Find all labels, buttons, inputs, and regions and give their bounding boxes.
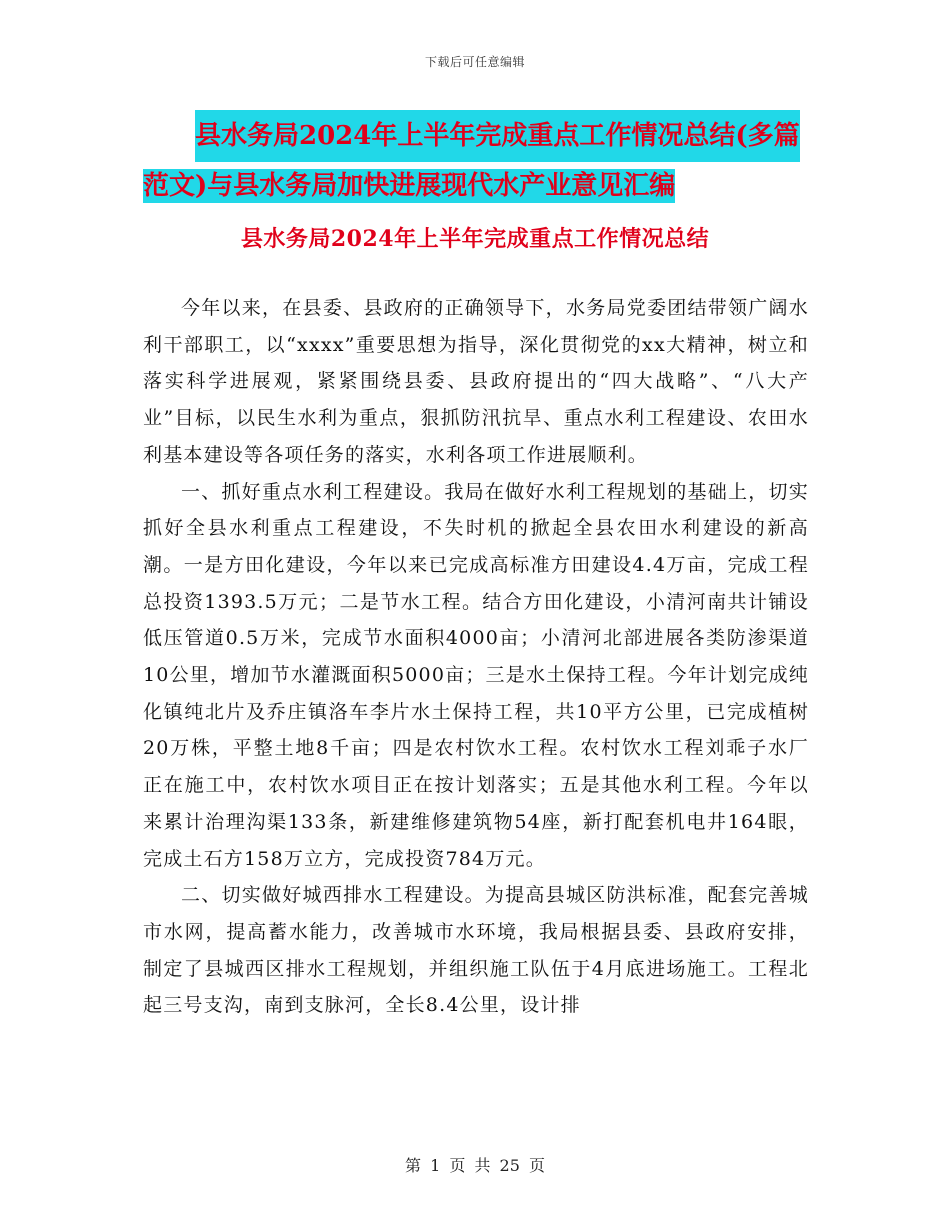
paragraph-section-1: 一、抓好重点水利工程建设。我局在做好水利工程规划的基础上，切实抓好全县水利重点工程建设，不失时机的掀起全县农田水利建设的新高潮。一是方田化建设，今年以来已完成高标准方田建设4.4万亩，完成工程总投资1393.5万元；二是节水工程。结合方田化建设，小清河南共计铺设低压管道0.5万米，完成节水面积4000亩；小清河北部进展各类防渗渠道10公里，增加节水灌溉面积5000亩；三是水土保持工程。今年计划完成纯化镇纯北片及乔庄镇洛车李片水土保持工程，共10平方公里，已完成植树20万株，平整土地8千亩；四是农村饮水工程。农村饮水工程刘乖子水厂正在施工中，农村饮水项目正在按计划落实；五是其他水利工程。今年以来累计治理沟渠133条，新建维修建筑物54座，新打配套机电井164眼，完成土石方158万立方，完成投资784万元。 [143,480,809,870]
page-header-note: 下载后可任意编辑 [424,55,525,69]
page-footer: 第 1 页 共 25 页 [405,1156,545,1175]
paragraph-intro: 今年以来，在县委、县政府的正确领导下，水务局党委团结带领广阔水利干部职工，以“xxxx”重要思想为指导，深化贯彻党的xx大精神，树立和落实科学进展观，紧紧围绕县委、县政府提出的“四大战略”、“八大产业”目标，以民生水利为重点，狠抓防汛抗旱、重点水利工程建设、农田水利基本建设等各项任务的落实，水利各项工作进展顺利。 [143,297,809,466]
document-title-line-1: 县水务局2024年上半年完成重点工作情况总结(多篇 [195,110,800,162]
paragraph-section-2: 二、切实做好城西排水工程建设。为提高县城区防洪标准，配套完善城市水网，提高蓄水能力，改善城市水环境，我局根据县委、县政府安排，制定了县城西区排水工程规划，并组织施工队伍于4月底进场施工。工程北起三号支沟，南到支脉河，全长8.4公里，设计排 [143,884,809,1017]
document-title-line-2: 范文)与县水务局加快进展现代水产业意见汇编 [143,171,676,201]
document-body [143,290,809,1024]
section-title: 县水务局2024年上半年完成重点工作情况总结 [240,226,710,252]
document-title [143,110,813,210]
